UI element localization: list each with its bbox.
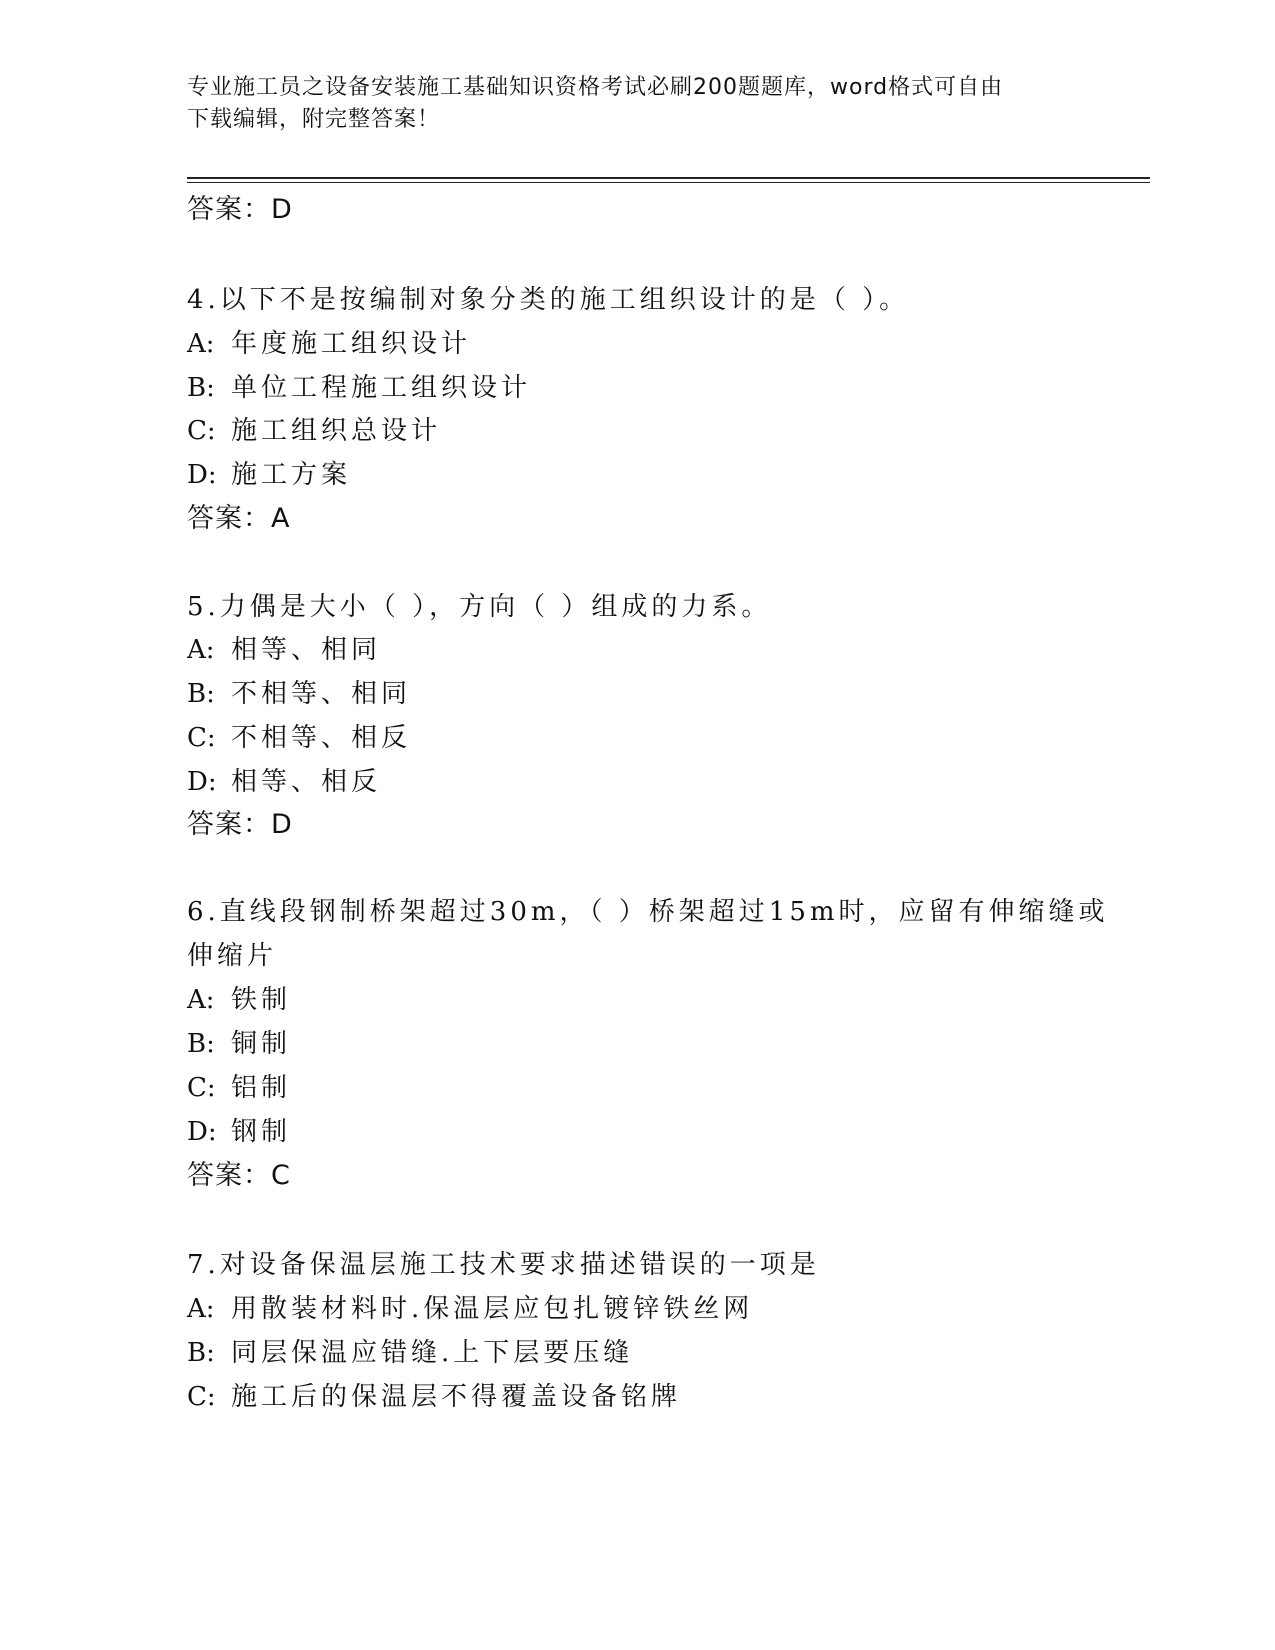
question-6-option-d [187,1115,291,1149]
option-letter: C: [187,1073,216,1103]
question-4-option-d [187,458,351,492]
question-6-text-line-1: 6.直线段钢制桥架超过30m，（ ）桥架超过15m时，应留有伸缩缝或 [187,897,1109,927]
option-letter: B: [187,1029,215,1059]
option-letter: A: [187,635,215,665]
option-letter: D: [187,767,217,797]
question-4-option-a [187,327,471,361]
question-5-option-c [187,721,411,755]
option-text: 用散装材料时.保温层应包扎镀锌铁丝网 [231,1294,754,1324]
option-text: 施工方案 [231,460,352,490]
option-text: 相等、相反 [231,767,382,797]
question-4-option-b [187,371,531,405]
option-letter: C: [187,1382,216,1412]
option-text: 铜制 [231,1029,292,1059]
option-letter: A: [187,985,215,1015]
question-5-option-b [187,677,411,711]
question-6-option-a [187,983,291,1017]
question-6-option-c [187,1071,291,1105]
option-text: 同层保温应错缝.上下层要压缝 [231,1338,634,1368]
document-header [187,72,1067,136]
header-line-2: 下载编辑，附完整答案！ [187,107,441,132]
option-text: 相等、相同 [231,635,382,665]
option-text: 施工后的保温层不得覆盖设备铭牌 [231,1382,682,1412]
option-letter: A: [187,329,215,359]
question-5-text: 5.力偶是大小（ ），方向（ ）组成的力系。 [187,592,772,622]
question-6-text-line-2: 伸缩片 [187,941,278,971]
option-letter: B: [187,679,215,709]
question-5-option-a [187,633,381,667]
option-letter: D: [187,1117,217,1147]
option-text: 施工组织总设计 [231,416,442,446]
answer-q3: 答案：D [187,194,293,225]
question-5-option-d [187,765,381,799]
header-rule-thick [187,177,1150,179]
option-text: 不相等、相反 [231,723,412,753]
header-line-1: 专业施工员之设备安装施工基础知识资格考试必刷200题题库，word格式可自由 [187,75,1004,100]
option-text: 钢制 [231,1117,292,1147]
option-letter: C: [187,723,216,753]
answer-q5: 答案：D [187,809,293,840]
answer-q4: 答案：A [187,503,291,534]
option-letter: A: [187,1294,215,1324]
option-letter: C: [187,416,216,446]
answer-q6: 答案：C [187,1160,291,1191]
option-letter: B: [187,1338,215,1368]
question-7-option-a [187,1292,753,1326]
option-text: 铝制 [231,1073,292,1103]
question-4-option-c [187,414,441,448]
option-letter: B: [187,373,215,403]
option-letter: D: [187,460,217,490]
option-text: 单位工程施工组织设计 [231,373,532,403]
question-6-option-b [187,1027,291,1061]
option-text: 年度施工组织设计 [231,329,472,359]
option-text: 不相等、相同 [231,679,412,709]
question-4-text: 4.以下不是按编制对象分类的施工组织设计的是（ ）。 [187,285,910,315]
question-7-option-b [187,1336,633,1370]
question-7-option-c [187,1380,681,1414]
option-text: 铁制 [231,985,292,1015]
header-rule-thin [187,182,1150,183]
question-7-text: 7.对设备保温层施工技术要求描述错误的一项是 [187,1250,820,1280]
